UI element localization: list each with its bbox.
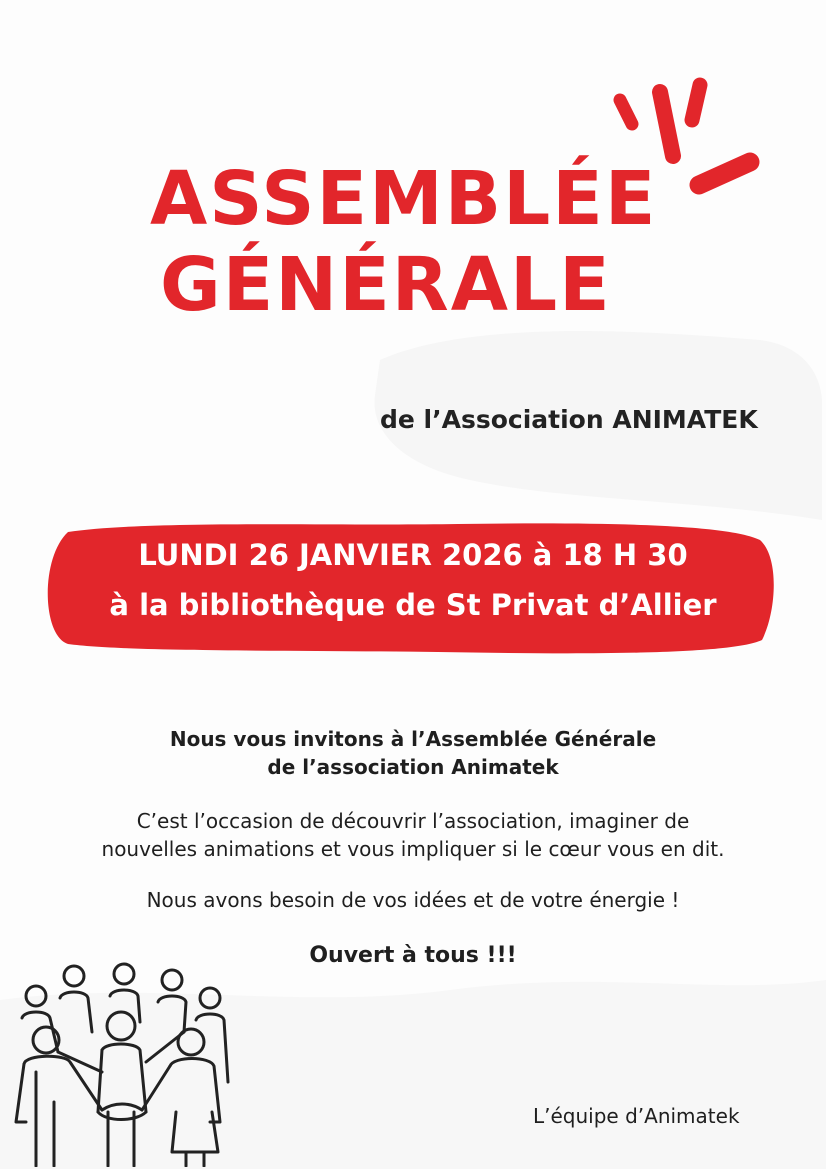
occasion-line-2: nouvelles animations et vous impliquer si le cœur vous en dit.: [101, 837, 725, 861]
invitation-line-1: Nous vous invitons à l’Assemblée Générale: [169, 727, 657, 751]
title-line-1: ASSEMBLÉE: [150, 156, 658, 242]
event-place: à la bibliothèque de St Privat d’Allier: [109, 588, 717, 622]
invitation-text: [0, 725, 826, 781]
title-line-2: GÉNÉRALE: [160, 242, 612, 328]
association-subtitle: de l’Association ANIMATEK: [380, 405, 758, 434]
open-to-all-text: Ouvert à tous !!!: [309, 943, 517, 968]
invitation-line-2: de l’association Animatek: [267, 755, 559, 779]
occasion-line-1: C’est l’occasion de découvrir l’association, imaginer de: [136, 809, 690, 833]
event-date: LUNDI 26 JANVIER 2026 à 18 H 30: [138, 538, 688, 572]
signature: L’équipe d’Animatek: [533, 1104, 740, 1128]
occasion-text: [0, 807, 826, 863]
people-circle-illustration: [6, 962, 238, 1167]
needs-text: Nous avons besoin de vos idées et de votre énergie !: [146, 888, 680, 912]
